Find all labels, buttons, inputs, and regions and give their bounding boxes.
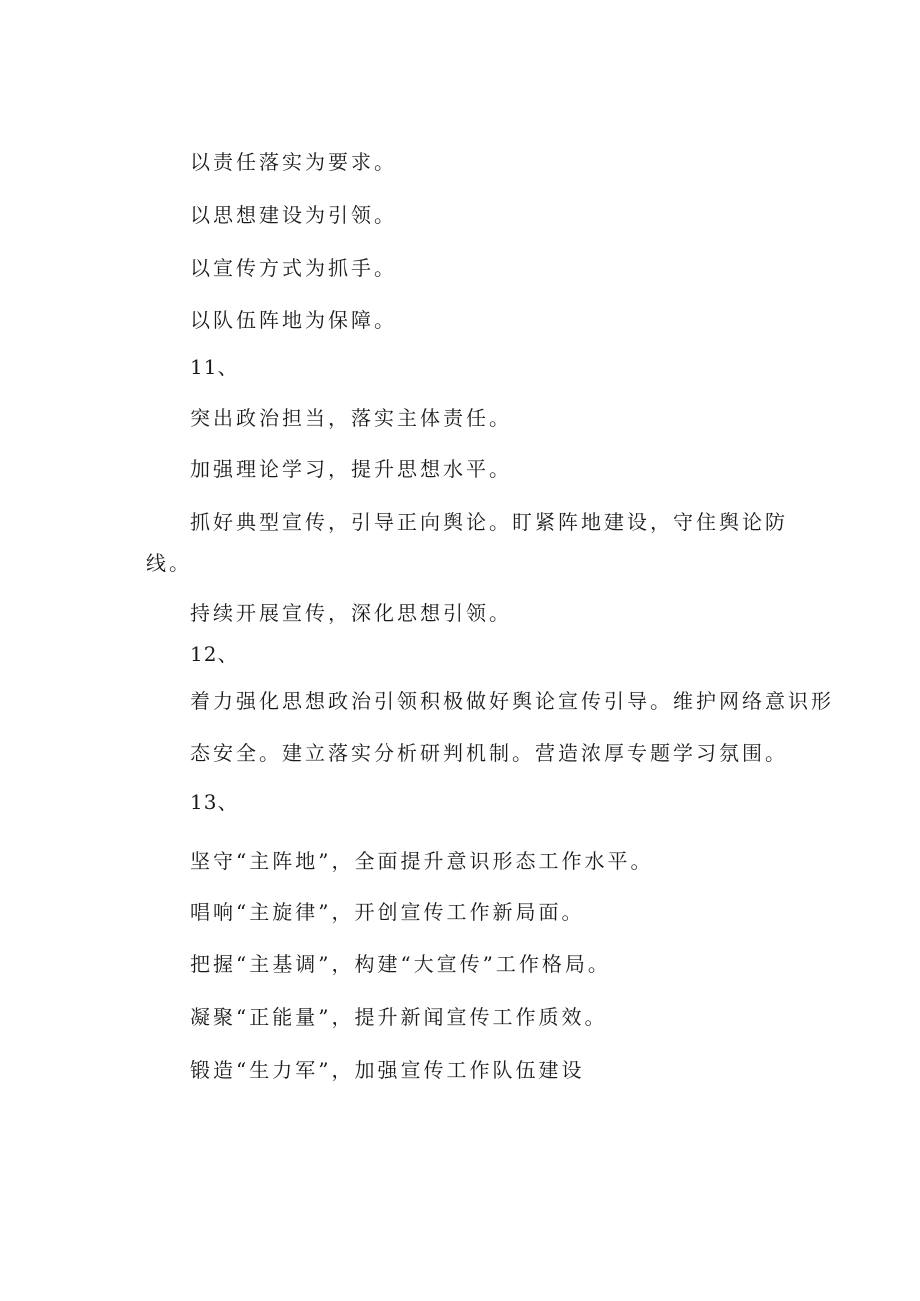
paragraph-line: 锻造“生力军”，加强宣传工作队伍建设 — [190, 1058, 585, 1082]
paragraph-line: 把握“主基调”，构建“大宣传”工作格局。 — [190, 952, 611, 976]
paragraph-line: 态安全。建立落实分析研判机制。营造浓厚专题学习氛围。 — [190, 741, 788, 765]
paragraph-line: 以责任落实为要求。 — [190, 150, 397, 174]
section-number: 11、 — [190, 355, 239, 379]
section-number: 13、 — [190, 790, 239, 814]
paragraph-line: 以宣传方式为抓手。 — [190, 256, 397, 280]
paragraph-line: 以思想建设为引领。 — [190, 203, 397, 227]
paragraph-line: 着力强化思想政治引领积极做好舆论宣传引导。维护网络意识形 — [190, 689, 834, 713]
paragraph-line: 加强理论学习，提升思想水平。 — [190, 457, 512, 481]
paragraph-line: 以队伍阵地为保障。 — [190, 308, 397, 332]
paragraph-line: 坚守“主阵地”，全面提升意识形态工作水平。 — [190, 849, 654, 873]
paragraph-line: 持续开展宣传，深化思想引领。 — [190, 601, 512, 625]
paragraph-line: 凝聚“正能量”，提升新闻宣传工作质效。 — [190, 1005, 608, 1029]
paragraph-line: 突出政治担当，落实主体责任。 — [190, 406, 512, 430]
paragraph-line: 唱响“主旋律”，开创宣传工作新局面。 — [190, 900, 585, 924]
paragraph-line: 抓好典型宣传，引导正向舆论。盯紧阵地建设，守住舆论防 — [190, 510, 788, 534]
paragraph-line-continued: 线。 — [146, 551, 192, 575]
section-number: 12、 — [190, 642, 239, 666]
